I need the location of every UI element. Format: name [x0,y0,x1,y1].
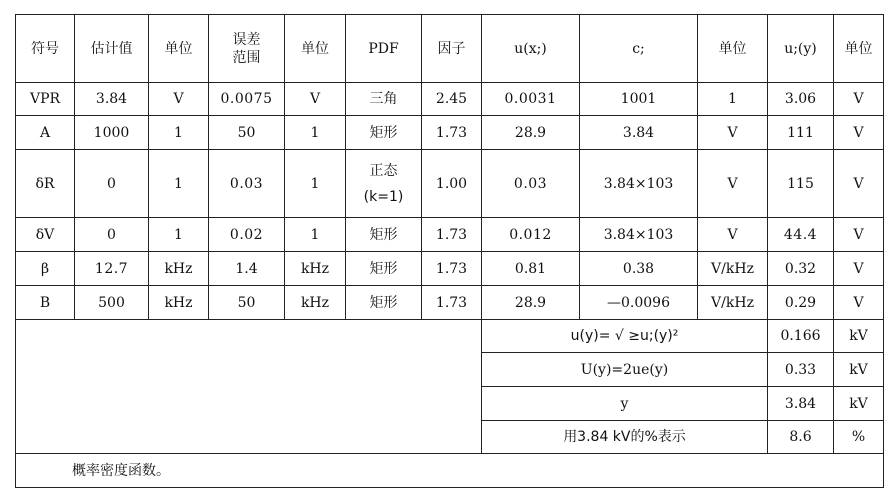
cell-unit-1: 1 [149,150,209,218]
cell-error-range: 0.03 [209,150,285,218]
summary-value: 0.33 [768,353,834,387]
header-cell-unit-1: 单位 [149,15,209,83]
summary-label: U(y)=2ue(y) [482,353,768,387]
cell-unit-2: kHz [285,252,346,286]
footnote: 概率密度函数。 [16,454,884,488]
cell-ci: 3.84×103 [580,150,698,218]
header-text-error-range: 误差 范围 [232,31,261,66]
cell-estimate: 0 [75,218,149,252]
cell-ux: 0.012 [482,218,580,252]
cell-error-range: 0.0075 [209,83,285,116]
footnote-row [16,454,884,488]
cell-unit-4: V [834,286,884,320]
header-cell-symbol: 符号 [16,15,75,83]
cell-symbol: β [16,252,75,286]
summary-label: y [482,387,768,421]
cell-error-range: 0.02 [209,218,285,252]
cell-symbol: B [16,286,75,320]
cell-factor: 2.45 [422,83,482,116]
cell-unit-1: kHz [149,252,209,286]
cell-symbol: δV [16,218,75,252]
cell-estimate: 3.84 [75,83,149,116]
cell-unit-1: kHz [149,286,209,320]
cell-uy: 0.32 [768,252,834,286]
cell-estimate: 1000 [75,116,149,150]
cell-pdf: 矩形 [346,116,422,150]
summary-unit: kV [834,320,884,353]
cell-unit-2: V [285,83,346,116]
cell-unit-4: V [834,150,884,218]
summary-unit: % [834,421,884,454]
cell-symbol: δR [16,150,75,218]
cell-symbol: A [16,116,75,150]
cell-unit-2: 1 [285,150,346,218]
cell-factor: 1.73 [422,218,482,252]
header-cell-factor: 因子 [422,15,482,83]
cell-uy: 111 [768,116,834,150]
cell-ux: 0.81 [482,252,580,286]
uncertainty-budget-table [15,14,884,488]
cell-pdf: 矩形 [346,252,422,286]
header-cell-ci: c; [580,15,698,83]
cell-unit-4: V [834,252,884,286]
cell-ux: 0.03 [482,150,580,218]
cell-unit-4: V [834,218,884,252]
summary-value: 0.166 [768,320,834,353]
header-cell-ux: u(x;) [482,15,580,83]
cell-uy: 3.06 [768,83,834,116]
header-cell-uy: u;(y) [768,15,834,83]
cell-ci: 3.84 [580,116,698,150]
table-row [16,252,884,286]
cell-symbol: VPR [16,83,75,116]
table-row [16,83,884,116]
cell-unit-3: V/kHz [698,286,768,320]
cell-error-range: 1.4 [209,252,285,286]
table-row [16,218,884,252]
cell-error-range: 50 [209,286,285,320]
header-cell-unit-3: 单位 [698,15,768,83]
header-cell-pdf: PDF [346,15,422,83]
summary-value: 3.84 [768,387,834,421]
summary-value: 8.6 [768,421,834,454]
cell-factor: 1.73 [422,252,482,286]
cell-unit-3: V [698,150,768,218]
cell-ci: 1001 [580,83,698,116]
table-row [16,286,884,320]
cell-estimate: 0 [75,150,149,218]
cell-unit-1: V [149,83,209,116]
cell-uy: 0.29 [768,286,834,320]
summary-label: 用3.84 kV的%表示 [482,421,768,454]
cell-unit-1: 1 [149,116,209,150]
cell-pdf: 矩形 [346,218,422,252]
cell-factor: 1.00 [422,150,482,218]
cell-factor: 1.73 [422,286,482,320]
cell-unit-3: V/kHz [698,252,768,286]
cell-pdf-text: 正态 (k=1) [363,162,404,205]
cell-ci: —0.0096 [580,286,698,320]
cell-ux: 28.9 [482,116,580,150]
cell-pdf [346,150,422,218]
cell-unit-3: V [698,116,768,150]
cell-unit-2: kHz [285,286,346,320]
cell-unit-2: 1 [285,218,346,252]
cell-unit-4: V [834,83,884,116]
cell-unit-3: 1 [698,83,768,116]
cell-factor: 1.73 [422,116,482,150]
cell-unit-3: V [698,218,768,252]
cell-ci: 0.38 [580,252,698,286]
cell-unit-1: 1 [149,218,209,252]
cell-unit-2: 1 [285,116,346,150]
cell-estimate: 12.7 [75,252,149,286]
header-cell-error-range [209,15,285,83]
summary-label: u(y)= √ ≥u;(y)² [482,320,768,353]
cell-ci: 3.84×103 [580,218,698,252]
cell-uy: 115 [768,150,834,218]
summary-unit: kV [834,353,884,387]
header-cell-unit-2: 单位 [285,15,346,83]
cell-unit-4: V [834,116,884,150]
cell-uy: 44.4 [768,218,834,252]
cell-ux: 28.9 [482,286,580,320]
header-cell-estimate: 估计值 [75,15,149,83]
header-row [16,15,884,83]
table-row [16,116,884,150]
summary-unit: kV [834,387,884,421]
cell-pdf: 矩形 [346,286,422,320]
summary-blank-area [16,320,482,454]
cell-ux: 0.0031 [482,83,580,116]
header-cell-unit-4: 单位 [834,15,884,83]
table-row [16,150,884,218]
cell-error-range: 50 [209,116,285,150]
cell-pdf: 三角 [346,83,422,116]
cell-estimate: 500 [75,286,149,320]
summary-row [16,320,884,353]
